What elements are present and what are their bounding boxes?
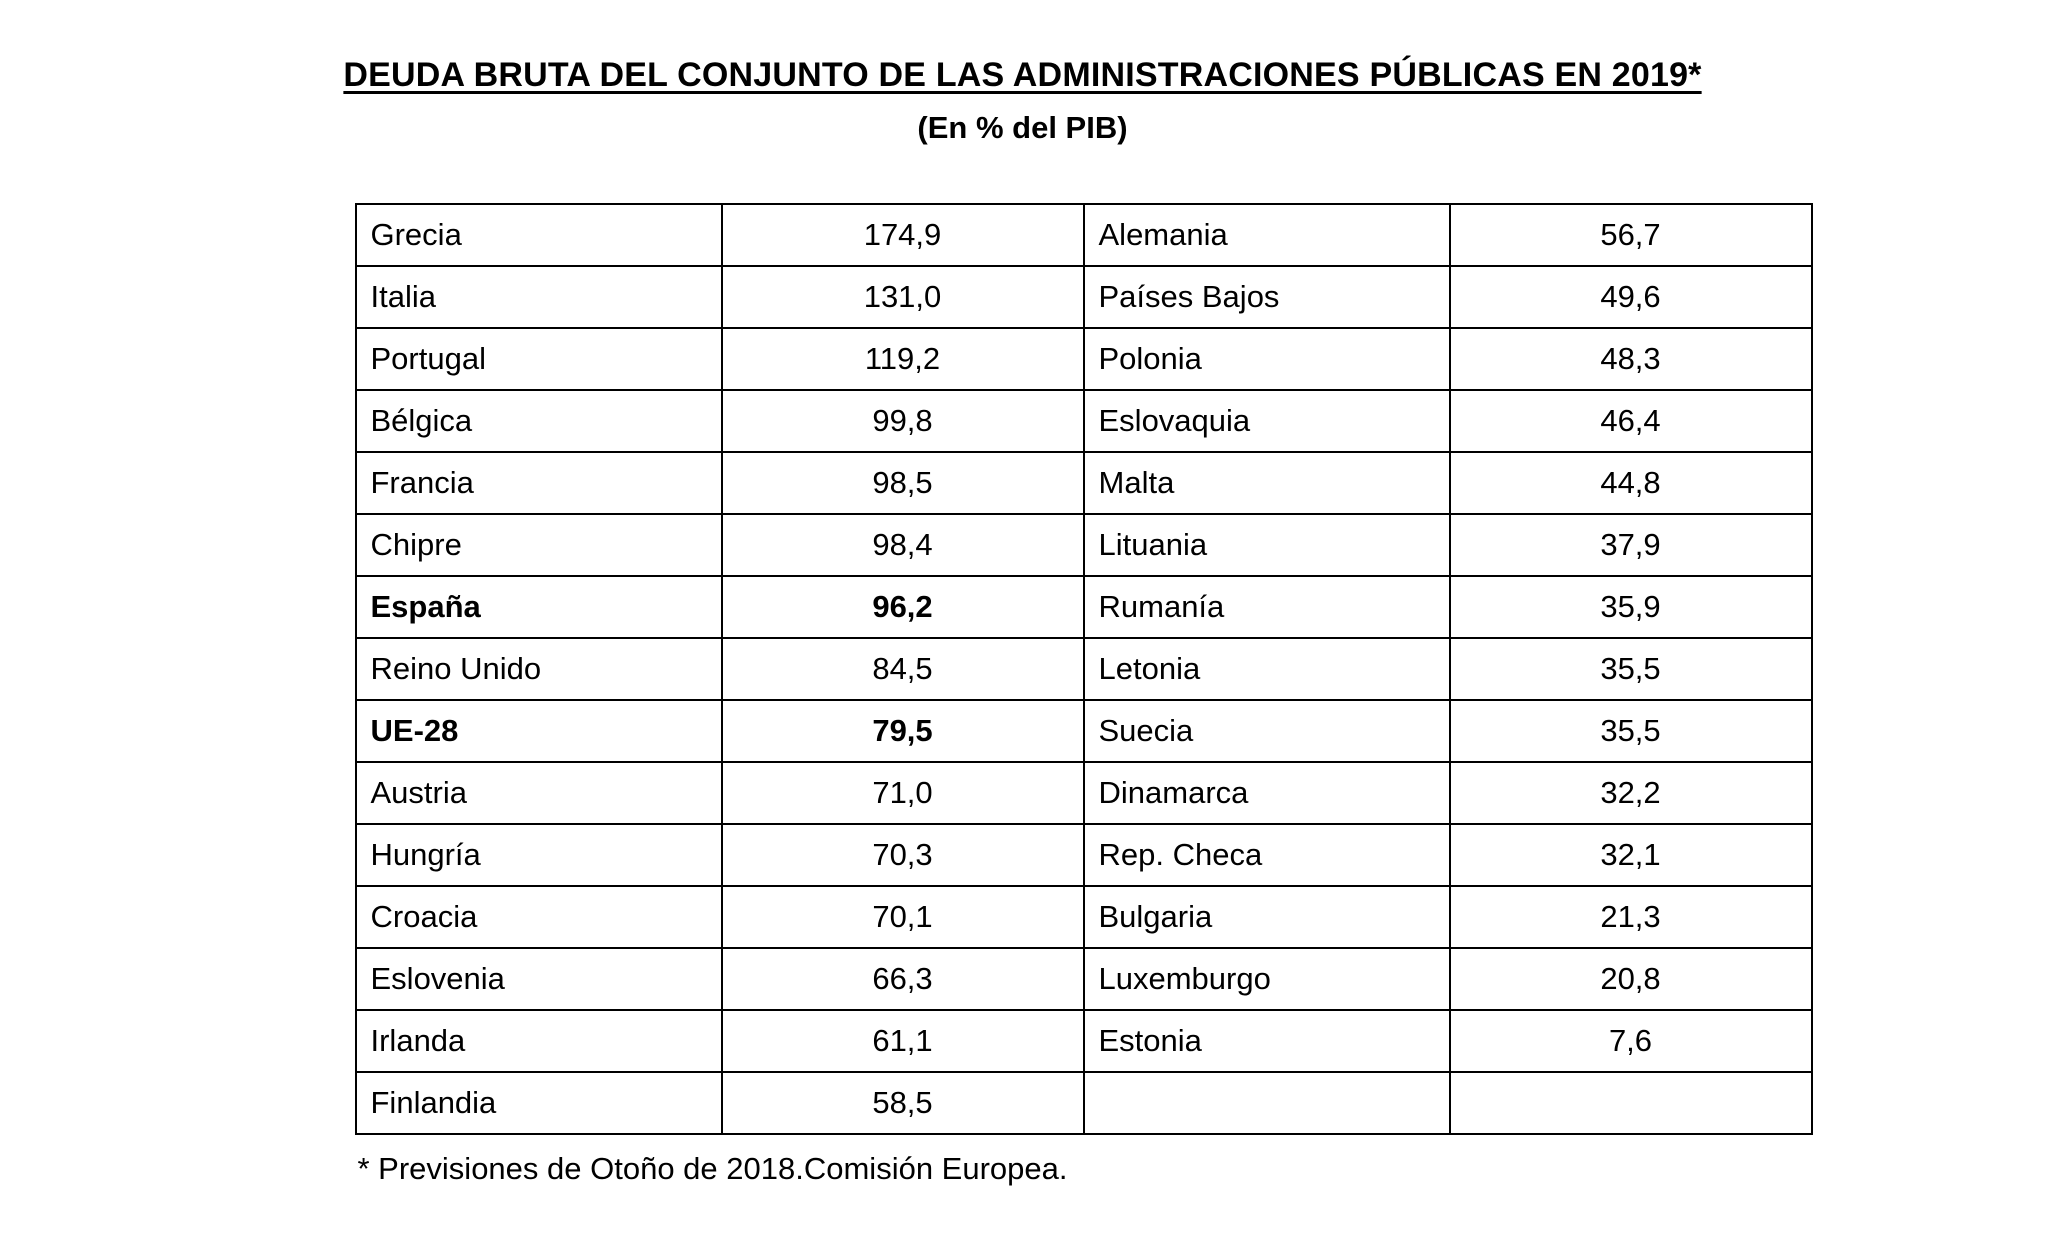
value-text: 70,1 bbox=[872, 899, 933, 935]
page-title: DEUDA BRUTA DEL CONJUNTO DE LAS ADMINISTRACIONES PÚBLICAS EN 2019* bbox=[343, 56, 1702, 94]
value-text: 70,3 bbox=[872, 837, 933, 873]
value-text: 56,7 bbox=[1600, 217, 1661, 253]
country-name-right: Bulgaria bbox=[1084, 886, 1450, 948]
title-block bbox=[0, 0, 2045, 147]
table-row bbox=[356, 1072, 1812, 1134]
country-name-left: Austria bbox=[356, 762, 722, 824]
value-text: 20,8 bbox=[1600, 961, 1661, 997]
country-value-left bbox=[722, 266, 1084, 328]
country-name-right: Letonia bbox=[1084, 638, 1450, 700]
country-value-left bbox=[722, 390, 1084, 452]
value-text: 174,9 bbox=[863, 217, 942, 253]
country-value-left bbox=[722, 1072, 1084, 1134]
table-row bbox=[356, 514, 1812, 576]
table-row bbox=[356, 266, 1812, 328]
country-value-left bbox=[722, 948, 1084, 1010]
empty-cell-country bbox=[1084, 1072, 1450, 1134]
country-value-left bbox=[722, 452, 1084, 514]
country-name-left: Francia bbox=[356, 452, 722, 514]
country-name-left: Reino Unido bbox=[356, 638, 722, 700]
country-name-right: Lituania bbox=[1084, 514, 1450, 576]
value-text: 7,6 bbox=[1608, 1023, 1653, 1059]
value-text: 61,1 bbox=[872, 1023, 933, 1059]
country-value-right bbox=[1450, 576, 1812, 638]
country-name-right: Luxemburgo bbox=[1084, 948, 1450, 1010]
country-value-right bbox=[1450, 700, 1812, 762]
value-text: 49,6 bbox=[1600, 279, 1661, 315]
country-value-right bbox=[1450, 948, 1812, 1010]
value-text: 32,2 bbox=[1600, 775, 1661, 811]
value-text: 84,5 bbox=[872, 651, 933, 687]
country-name-left: España bbox=[356, 576, 722, 638]
country-value-right bbox=[1450, 762, 1812, 824]
value-text: 119,2 bbox=[864, 341, 941, 377]
country-name-right: Dinamarca bbox=[1084, 762, 1450, 824]
table-row bbox=[356, 824, 1812, 886]
country-value-right bbox=[1450, 452, 1812, 514]
table-row bbox=[356, 886, 1812, 948]
country-value-right bbox=[1450, 514, 1812, 576]
table-row bbox=[356, 452, 1812, 514]
value-text: 98,4 bbox=[872, 527, 933, 563]
country-value-left bbox=[722, 824, 1084, 886]
value-text: 58,5 bbox=[872, 1085, 933, 1121]
country-value-left bbox=[722, 762, 1084, 824]
country-name-left: Italia bbox=[356, 266, 722, 328]
country-value-left bbox=[722, 1010, 1084, 1072]
country-value-right bbox=[1450, 886, 1812, 948]
value-text: 71,0 bbox=[872, 775, 933, 811]
country-value-left bbox=[722, 514, 1084, 576]
value-text: 35,5 bbox=[1600, 713, 1661, 749]
country-name-left: Croacia bbox=[356, 886, 722, 948]
value-text: 79,5 bbox=[872, 713, 933, 749]
country-name-right: Países Bajos bbox=[1084, 266, 1450, 328]
country-name-left: Eslovenia bbox=[356, 948, 722, 1010]
country-name-right: Alemania bbox=[1084, 204, 1450, 266]
country-name-left: Irlanda bbox=[356, 1010, 722, 1072]
table-row bbox=[356, 576, 1812, 638]
value-text: 35,9 bbox=[1600, 589, 1661, 625]
country-value-left bbox=[722, 576, 1084, 638]
country-name-left: Portugal bbox=[356, 328, 722, 390]
value-text: 35,5 bbox=[1600, 651, 1661, 687]
country-name-right: Malta bbox=[1084, 452, 1450, 514]
value-text: 96,2 bbox=[872, 589, 933, 625]
country-name-right: Suecia bbox=[1084, 700, 1450, 762]
empty-cell-value bbox=[1450, 1072, 1812, 1134]
country-value-right bbox=[1450, 824, 1812, 886]
debt-table bbox=[355, 203, 1813, 1135]
country-name-right: Rumanía bbox=[1084, 576, 1450, 638]
country-name-right: Estonia bbox=[1084, 1010, 1450, 1072]
country-value-right bbox=[1450, 204, 1812, 266]
country-name-left: Finlandia bbox=[356, 1072, 722, 1134]
debt-table-container bbox=[355, 203, 1691, 1135]
table-footnote: * Previsiones de Otoño de 2018.Comisión Europea. bbox=[357, 1151, 1068, 1187]
value-text: 48,3 bbox=[1600, 341, 1661, 377]
country-value-left bbox=[722, 700, 1084, 762]
table-row bbox=[356, 638, 1812, 700]
country-name-left: Hungría bbox=[356, 824, 722, 886]
country-value-left bbox=[722, 204, 1084, 266]
country-value-right bbox=[1450, 266, 1812, 328]
value-text: 131,0 bbox=[863, 279, 942, 315]
country-name-left: UE-28 bbox=[356, 700, 722, 762]
value-text: 21,3 bbox=[1600, 899, 1661, 935]
country-value-right bbox=[1450, 328, 1812, 390]
table-row bbox=[356, 328, 1812, 390]
country-value-right bbox=[1450, 1010, 1812, 1072]
country-name-left: Grecia bbox=[356, 204, 722, 266]
value-text: 44,8 bbox=[1600, 465, 1661, 501]
table-row bbox=[356, 700, 1812, 762]
country-value-left bbox=[722, 638, 1084, 700]
country-value-right bbox=[1450, 638, 1812, 700]
country-name-left: Chipre bbox=[356, 514, 722, 576]
table-row bbox=[356, 1010, 1812, 1072]
debt-table-body bbox=[356, 204, 1812, 1134]
country-name-right: Rep. Checa bbox=[1084, 824, 1450, 886]
value-text: 32,1 bbox=[1600, 837, 1661, 873]
country-name-right: Eslovaquia bbox=[1084, 390, 1450, 452]
value-text: 37,9 bbox=[1600, 527, 1661, 563]
country-name-left: Bélgica bbox=[356, 390, 722, 452]
value-text: 66,3 bbox=[872, 961, 933, 997]
country-value-left bbox=[722, 328, 1084, 390]
value-text: 99,8 bbox=[872, 403, 933, 439]
country-value-left bbox=[722, 886, 1084, 948]
value-text: 98,5 bbox=[872, 465, 933, 501]
country-name-right: Polonia bbox=[1084, 328, 1450, 390]
table-row bbox=[356, 390, 1812, 452]
table-row bbox=[356, 762, 1812, 824]
value-text: 46,4 bbox=[1600, 403, 1661, 439]
table-row bbox=[356, 204, 1812, 266]
country-value-right bbox=[1450, 390, 1812, 452]
page-subtitle: (En % del PIB) bbox=[917, 109, 1128, 145]
table-row bbox=[356, 948, 1812, 1010]
